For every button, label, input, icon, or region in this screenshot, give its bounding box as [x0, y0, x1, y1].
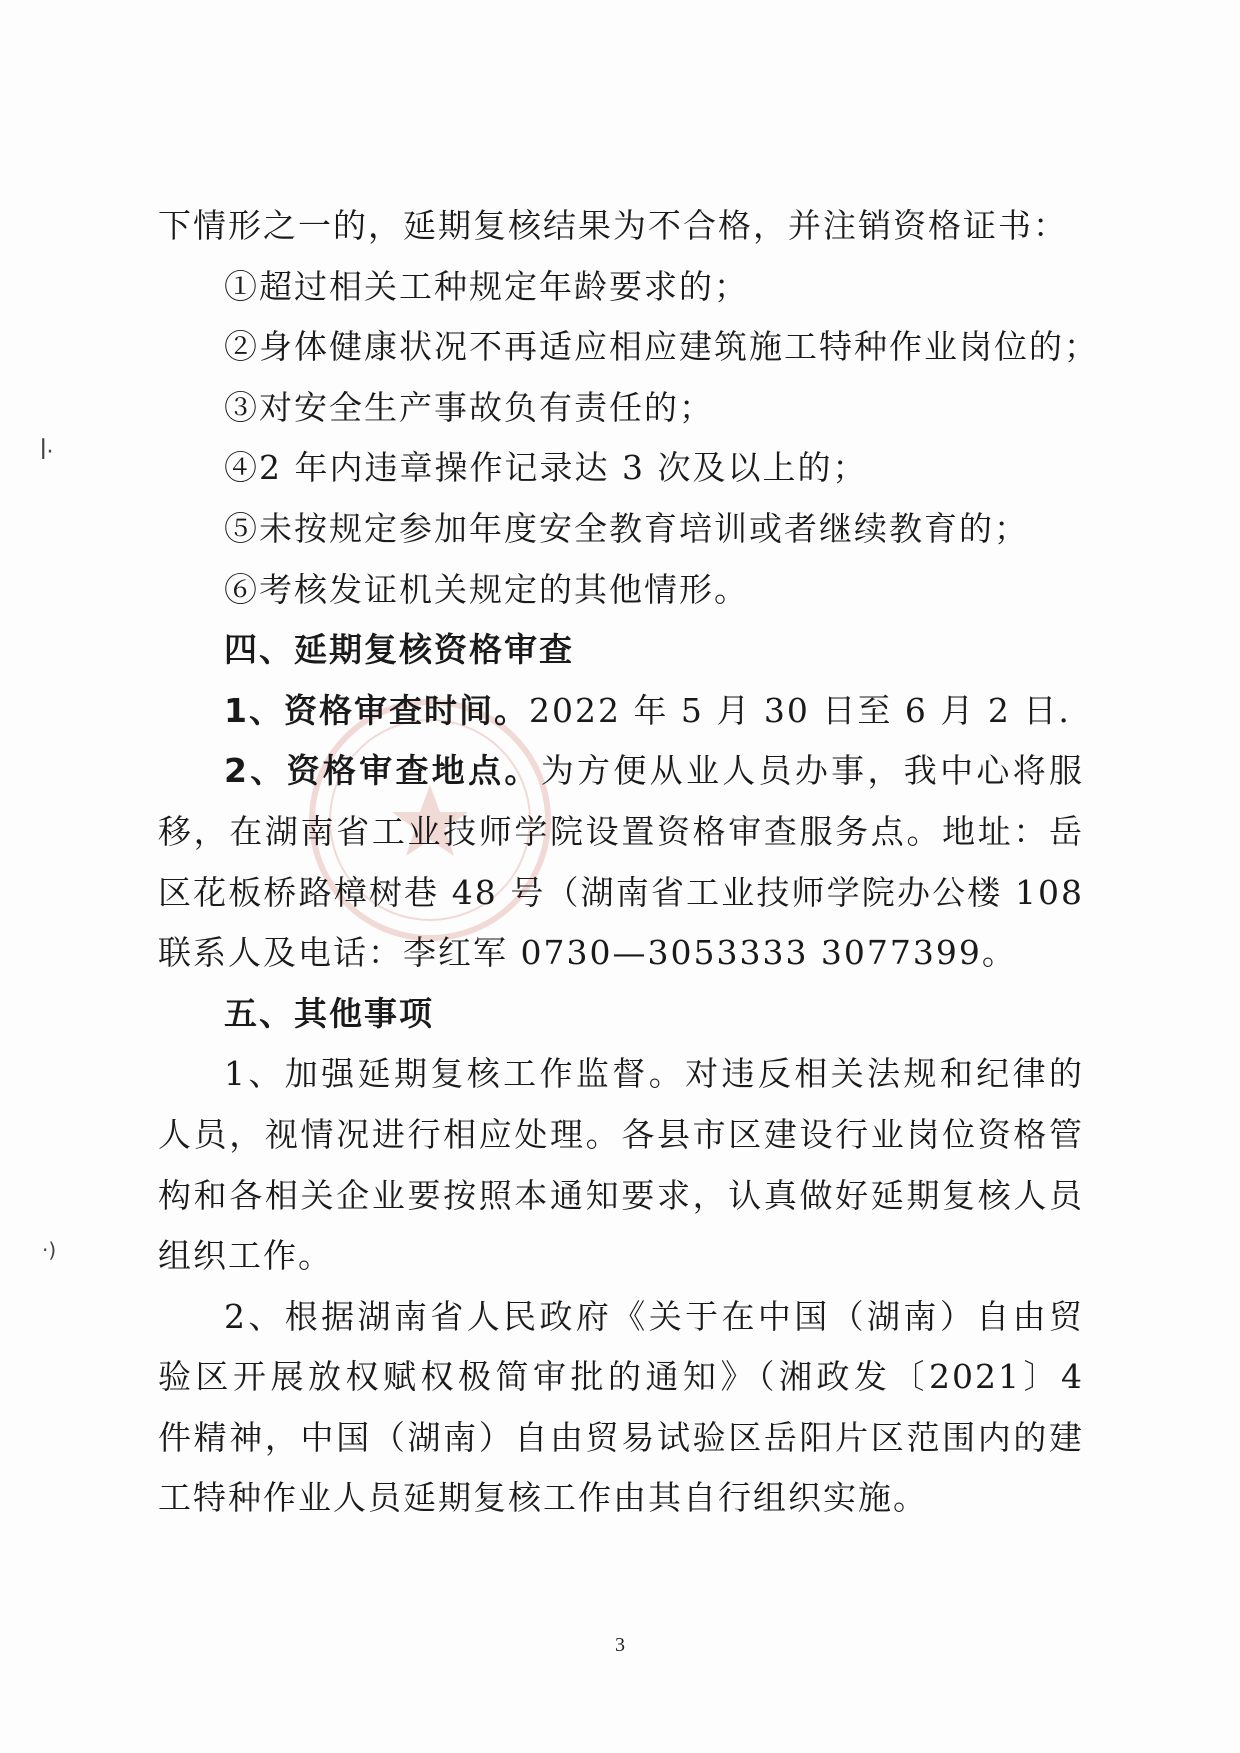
- review-time-item: [158, 681, 1084, 742]
- paragraph-line: 构和各相关企业要按照本通知要求，认真做好延期复核人员: [158, 1175, 1084, 1215]
- paragraph-line: 件精神，中国（湖南）自由贸易试验区岳阳片区范围内的建: [158, 1417, 1084, 1457]
- page-number: 3: [615, 1634, 625, 1656]
- paragraph-line: 联系人及电话：李红军 0730—3053333 3077399。: [158, 933, 1017, 973]
- review-location-label: 2、资格审查地点。: [224, 751, 541, 791]
- review-location-text: 为方便从业人员办事，我中心将服: [540, 751, 1084, 791]
- review-time-text: 2022 年 5 月 30 日至 6 月 2 日.: [528, 690, 1071, 730]
- paragraph-line: 组织工作。: [158, 1236, 333, 1276]
- list-item-5: ⑤未按规定参加年度安全教育培训或者继续教育的；: [224, 508, 1029, 548]
- scan-speck-mid-left: ·): [42, 1238, 57, 1262]
- list-item-2: ②身体健康状况不再适应相应建筑施工特种作业岗位的；: [224, 327, 1099, 367]
- scan-speck-top-left: ꟾ·: [40, 440, 54, 465]
- paragraph-line: 工特种作业人员延期复核工作由其自行组织实施。: [158, 1478, 928, 1518]
- paragraph-line: 1、加强延期复核工作监督。对违反相关法规和纪律的: [224, 1054, 1084, 1094]
- paragraph-line: 验区开展放权赋权极简审批的通知》（湘政发〔2021〕4: [158, 1357, 1084, 1397]
- list-item-6: ⑥考核发证机关规定的其他情形。: [224, 569, 749, 609]
- paragraph-line: 人员，视情况进行相应处理。各县市区建设行业岗位资格管: [158, 1114, 1084, 1154]
- paragraph-line: 区花板桥路樟树巷 48 号（湖南省工业技师学院办公楼 108: [158, 872, 1084, 912]
- review-location-item: [158, 741, 1084, 802]
- paragraph-line: 2、根据湖南省人民政府《关于在中国（湖南）自由贸: [224, 1296, 1084, 1336]
- paragraph-line: 下情形之一的，延期复核结果为不合格，并注销资格证书：: [158, 206, 1068, 245]
- paragraph-line: 移，在湖南省工业技师学院设置资格审查服务点。地址：岳: [158, 811, 1084, 851]
- review-time-label: 1、资格审查时间。: [224, 690, 529, 730]
- section-heading-5: 五、其他事项: [224, 993, 434, 1033]
- list-item-1: ①超过相关工种规定年龄要求的；: [224, 266, 749, 306]
- list-item-4: ④2 年内违章操作记录达 3 次及以上的；: [224, 448, 868, 488]
- section-heading-4: 四、延期复核资格审查: [224, 630, 574, 670]
- document-body: [158, 196, 1099, 1529]
- list-item-3: ③对安全生产事故负有责任的；: [224, 387, 714, 427]
